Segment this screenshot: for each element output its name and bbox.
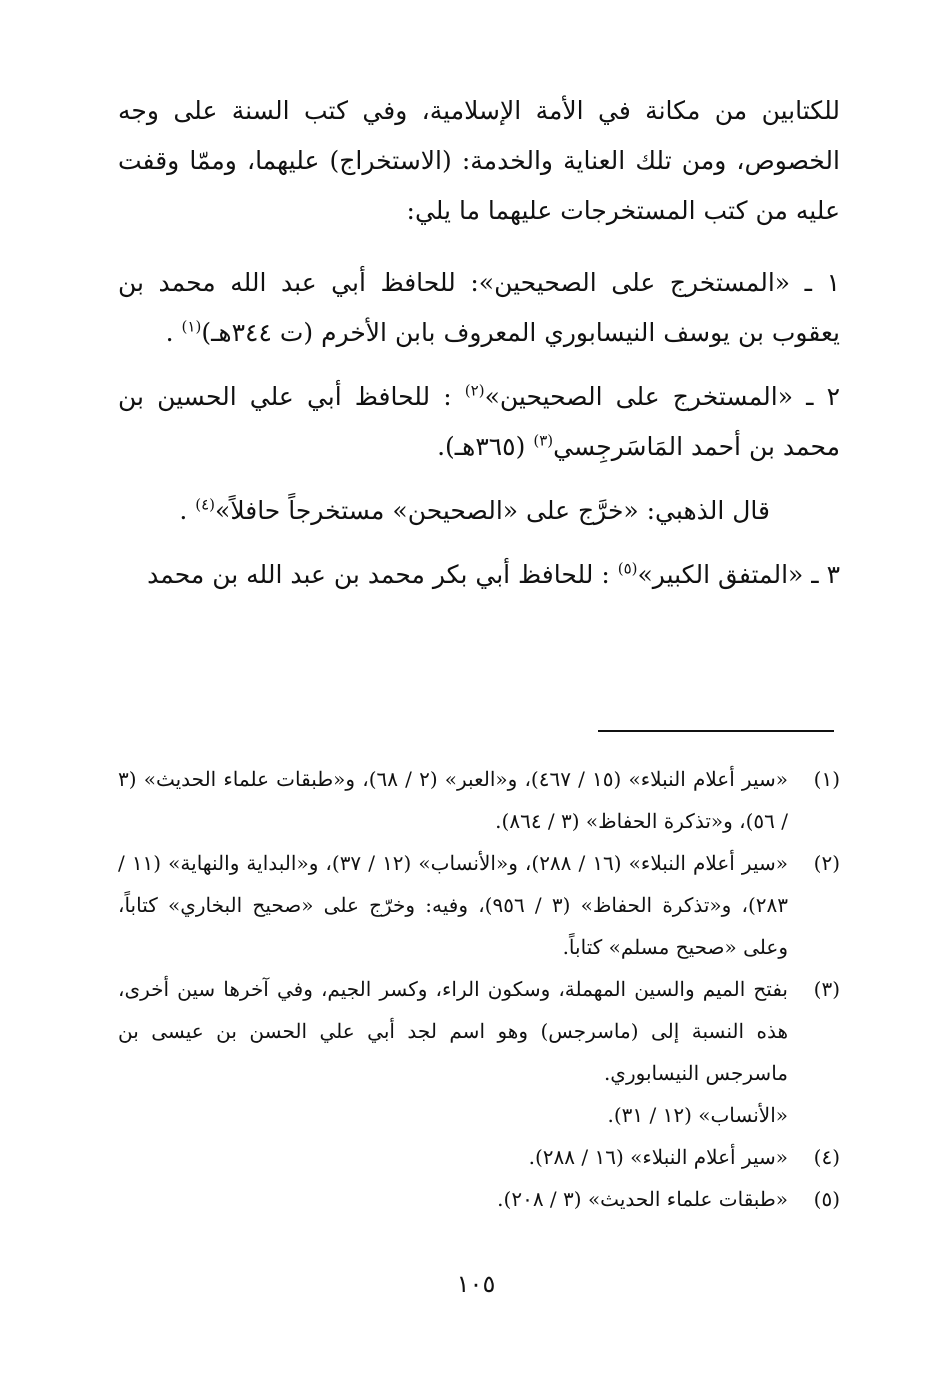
intro-text: للكتابين من مكانة في الأمة الإسلامية، وفي كتب السنة على وجه الخصوص، ومن تلك العناية والخدمة: (الاستخراج) عليهما، وممّا وقفت عليه من كتب المستخرجات عليهما ما يلي: xyxy=(118,96,840,225)
footnote-text xyxy=(118,968,788,1136)
list-item-2-title: ٢ ـ «المستخرج على الصحيحين» xyxy=(484,382,840,411)
quote-tail: . xyxy=(179,496,196,525)
intro-paragraph xyxy=(118,86,840,236)
footnote-text: «طبقات علماء الحديث» (٣ / ٢٠٨). xyxy=(497,1187,788,1211)
list-item-3 xyxy=(118,550,840,600)
footnote-ref-3[interactable]: (٣) xyxy=(533,431,554,450)
dhahabi-quote xyxy=(118,486,840,536)
footnote-number: (١) xyxy=(813,767,840,791)
footnote-1 xyxy=(118,758,840,842)
footnote-number: (٢) xyxy=(813,851,840,875)
footnote-ref-1[interactable]: (١) xyxy=(181,317,202,336)
footnote-text: «سير أعلام النبلاء» (١٦ / ٢٨٨)، و«الأنساب» (١٢ / ٣٧)، و«البداية والنهاية» (١١ / ٢٨٣)، و«تذكرة الحفاظ» (٣ / ٩٥٦)، وفيه: وخرّج على «صحيح البخاري» كتاباً، وعلى «صحيح مسلم» كتاباً. xyxy=(118,851,789,959)
footnote-2 xyxy=(118,842,840,968)
list-item-3-title: ٣ ـ «المتفق الكبير» xyxy=(637,560,840,589)
page-number: ١٠٥ xyxy=(456,1270,496,1298)
footnote-number: (٥) xyxy=(813,1187,840,1211)
footnote-text: «سير أعلام النبلاء» (١٥ / ٤٦٧)، و«العبر» (٢ / ٦٨)، و«طبقات علماء الحديث» (٣ / ٥٦)، و«تذكرة الحفاظ» (٣ / ٨٦٤). xyxy=(118,767,788,833)
footnote-4 xyxy=(118,1136,840,1178)
footnote-3 xyxy=(118,968,840,1136)
list-item-2 xyxy=(118,372,840,472)
footnote-text-body: بفتح الميم والسين المهملة، وسكون الراء، وكسر الجيم، وفي آخرها سين أخرى، هذه النسبة إلى (ماسرجس) وهو اسم لجد أبي علي الحسن بن عيسى بن ماسرجس النيسابوري. xyxy=(118,977,788,1085)
footnote-5 xyxy=(118,1178,840,1220)
footnote-ref-5[interactable]: (٥) xyxy=(617,559,638,578)
footnote-ref-2[interactable]: (٢) xyxy=(464,381,485,400)
footnote-text: «سير أعلام النبلاء» (١٦ / ٢٨٨). xyxy=(528,1145,788,1169)
footnote-ref-4[interactable]: (٤) xyxy=(195,495,216,514)
list-item-1-tail: . xyxy=(165,318,182,347)
footnote-number: (٤) xyxy=(813,1145,840,1169)
list-item-3-text: : للحافظ أبي بكر محمد بن عبد الله بن محمد xyxy=(147,560,618,589)
footnotes xyxy=(118,758,840,1220)
list-item-2-text: : للحافظ أبي علي الحسين بن محمد بن أحمد المَاسَرجِسي xyxy=(118,382,840,461)
footnote-text-source: «الأنساب» (١٢ / ٣١). xyxy=(607,1103,788,1127)
list-item-2-tail: (٣٦٥هـ). xyxy=(437,432,534,461)
footnote-number: (٣) xyxy=(813,977,840,1001)
footnote-divider xyxy=(598,730,834,732)
quote-text: قال الذهبي: «خرَّج على «الصحيحن» مستخرجاً حافلاً» xyxy=(215,496,770,525)
list-item-1-text: ١ ـ «المستخرج على الصحيحين»: للحافظ أبي عبد الله محمد بن يعقوب بن يوسف النيسابوري المعروف بابن الأخرم (ت ٣٤٤هـ) xyxy=(118,268,840,347)
main-text xyxy=(118,86,840,614)
list-item-1 xyxy=(118,258,840,358)
